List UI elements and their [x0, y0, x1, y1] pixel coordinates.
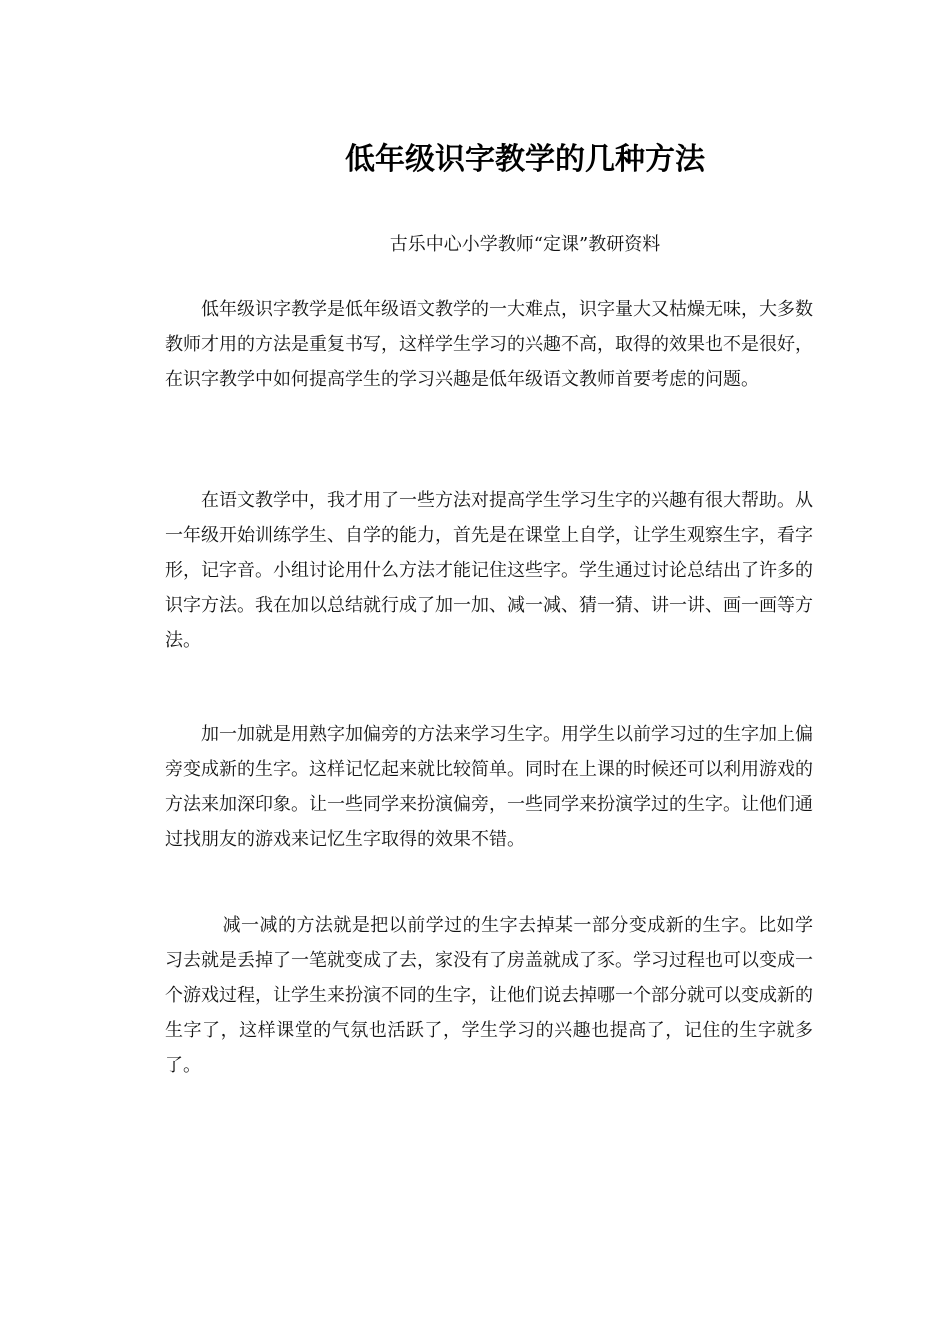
- paragraph-intro: 低年级识字教学是低年级语文教学的一大难点，识字量大又枯燥无味，大多数教师才用的方法是重复书写，这样学生学习的兴趣不高，取得的效果也不是很好，在识字教学中如何提高学生的学习兴趣是低年级语文教师首要考虑的问题。: [165, 299, 813, 390]
- paragraph-add-method: 加一加就是用熟字加偏旁的方法来学习生字。用学生以前学习过的生字加上偏旁变成新的生字。这样记忆起来就比较简单。同时在上课的时候还可以利用游戏的方法来加深印象。让一些同学来扮演偏旁，一些同学来扮演学过的生字。让他们通过找朋友的游戏来记忆生字取得的效果不错。: [165, 724, 813, 850]
- paragraph-methods-overview: 在语文教学中，我才用了一些方法对提高学生学习生字的兴趣有很大帮助。从一年级开始训练学生、自学的能力，首先是在课堂上自学，让学生观察生字，看字形，记字音。小组讨论用什么方法才能记住这些字。学生通过讨论总结出了许多的识字方法。我在加以总结就行成了加一加、减一减、猜一猜、讲一讲、画一画等方法。: [165, 490, 813, 651]
- document-subtitle: 古乐中心小学教师“定课”教研资料: [389, 234, 661, 255]
- document-title: 低年级识字教学的几种方法: [345, 142, 705, 177]
- paragraph-subtract-method: 减一减的方法就是把以前学过的生字去掉某一部分变成新的生字。比如学习去就是丢掉了一笔就变成了去，家没有了房盖就成了豕。学习过程也可以变成一个游戏过程，让学生来扮演不同的生字，让他们说去掉哪一个部分就可以变成新的生字了，这样课堂的气氛也活跃了，学生学习的兴趣也提高了，记住的生字就多了。: [165, 915, 813, 1076]
